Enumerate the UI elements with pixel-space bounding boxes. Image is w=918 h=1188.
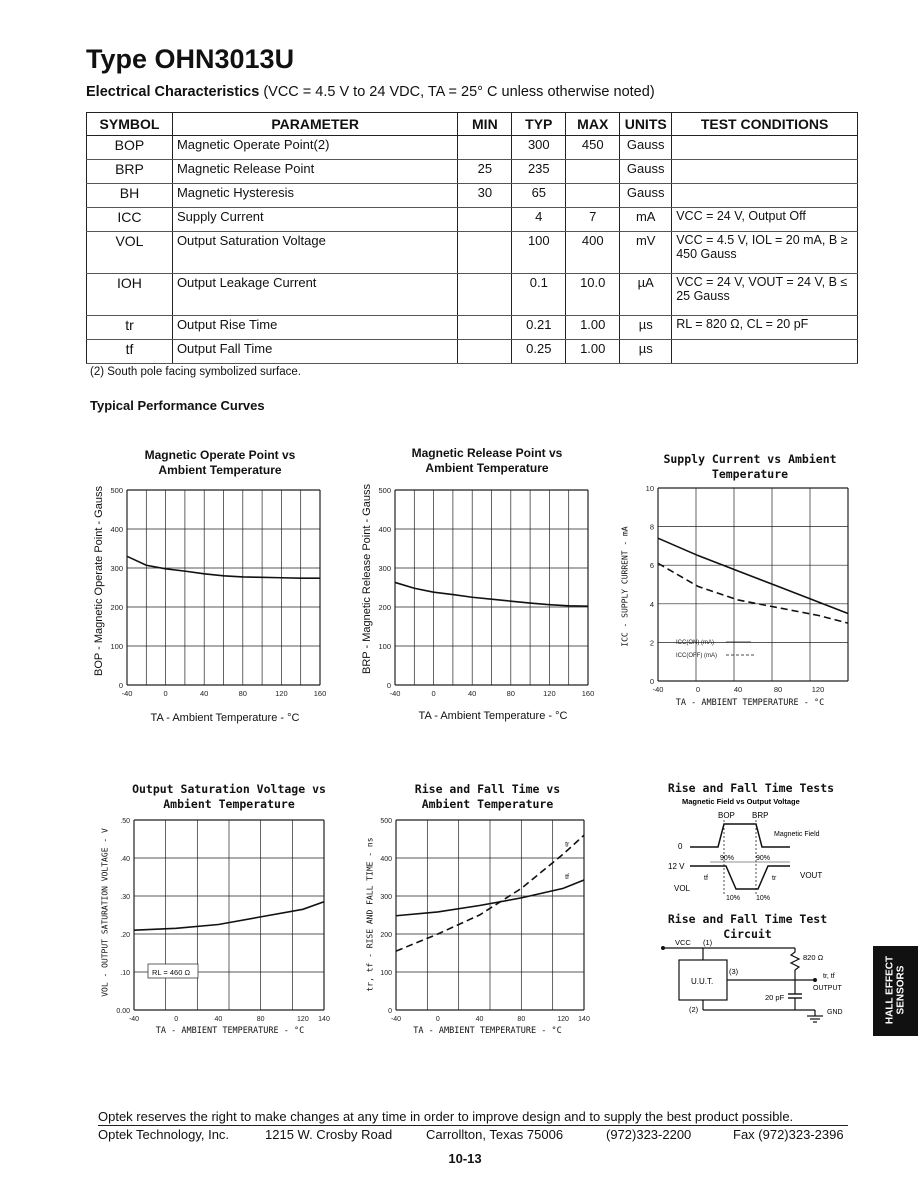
series-label-tr: tr [565, 841, 570, 849]
x-tick-label: 80 [506, 689, 515, 698]
brp-label: BRP [752, 811, 769, 820]
dut-label: U.U.T. [691, 977, 714, 986]
y-axis-label: ICC - SUPPLY CURRENT - mA [620, 526, 630, 647]
cell-max: 400 [566, 232, 620, 274]
col-header: MIN [458, 113, 512, 136]
vcc-label: VCC [675, 938, 691, 947]
cell-units: Gauss [620, 160, 672, 184]
cell-min [458, 136, 512, 160]
p90-right: 90% [756, 855, 771, 862]
cell-max: 7 [566, 208, 620, 232]
table-header-row [87, 113, 858, 136]
vout-label: VOUT [800, 871, 823, 880]
y-tick-label: 200 [380, 932, 392, 939]
chart-title: Supply Current vs Ambient Temperature [663, 452, 837, 481]
cell-symbol: tr [87, 316, 173, 340]
y-tick-label: 0 [649, 677, 654, 686]
chart-title: Rise and Fall Time vs Ambient Temperature [414, 782, 561, 811]
chart-rise-fall-time [370, 812, 595, 1027]
legend-off: ICC(OFF) (mA) [676, 653, 717, 659]
y-tick-label: 500 [110, 486, 123, 495]
trtf-label: tr, tf [823, 973, 835, 980]
col-header: UNITS [620, 113, 672, 136]
x-tick-label: 0 [695, 685, 701, 694]
x-tick-label: -40 [652, 685, 664, 694]
y-tick-label: 400 [380, 856, 392, 863]
y-tick-label: 500 [380, 818, 392, 825]
table-row [87, 208, 858, 232]
test-diagram-title: Rise and Fall Time Tests [667, 781, 835, 795]
x-axis-label: TA - AMBIENT TEMPERATURE - °C [413, 1026, 562, 1036]
col-header: MAX [566, 113, 620, 136]
pin3-label: (3) [729, 967, 739, 976]
x-tick-label: 120 [297, 1016, 309, 1023]
y-tick-label: 400 [378, 525, 391, 534]
table-row [87, 160, 858, 184]
cell-parameter: Output Saturation Voltage [172, 232, 457, 274]
resistor-label: 820 Ω [803, 953, 824, 962]
x-tick-label: 140 [578, 1016, 590, 1023]
test-circuit-title: Rise and Fall Time Test Circuit [667, 912, 828, 941]
x-tick-label: 0 [431, 689, 436, 698]
electrical-characteristics-heading [86, 84, 655, 100]
legend-on: ICC(ON) (mA) [676, 640, 714, 646]
y-tick-label: .20 [120, 932, 130, 939]
x-tick-label: 0 [163, 689, 168, 698]
cell-parameter: Supply Current [172, 208, 457, 232]
table-row [87, 184, 858, 208]
cell-units: µA [620, 274, 672, 316]
y-axis-label: BRP - Magnetic Release Point - Gauss [361, 484, 373, 674]
x-axis-label: TA - Ambient Temperature - °C [418, 710, 568, 722]
cell-units: mA [620, 208, 672, 232]
cell-symbol: BOP [87, 136, 173, 160]
footer-fax: Fax (972)323-2396 [733, 1127, 844, 1142]
chart-title: Magnetic Operate Point vs Ambient Temperature [144, 448, 296, 477]
cap-label: 20 pF [765, 993, 785, 1002]
x-tick-label: 120 [275, 689, 288, 698]
x-tick-label: 140 [318, 1016, 330, 1023]
y-tick-label: .40 [120, 856, 130, 863]
y-tick-label: 400 [110, 525, 123, 534]
x-tick-label: 40 [214, 1016, 223, 1023]
x-tick-label: 80 [256, 1016, 265, 1023]
cell-parameter: Output Fall Time [172, 340, 457, 364]
x-tick-label: 80 [773, 685, 783, 694]
cell-parameter: Magnetic Release Point [172, 160, 457, 184]
cell-units: Gauss [620, 136, 672, 160]
x-axis-label: TA - AMBIENT TEMPERATURE - °C [675, 698, 825, 708]
cell-min: 30 [458, 184, 512, 208]
cell-cond: VCC = 24 V, Output Off [672, 208, 858, 232]
cell-symbol: ICC [87, 208, 173, 232]
cell-units: µs [620, 340, 672, 364]
y-tick-label: .50 [120, 818, 130, 825]
footer-contact [98, 1127, 858, 1142]
cell-cond [672, 160, 858, 184]
zero-label: 0 [678, 842, 683, 851]
v12-label: 12 V [668, 862, 685, 871]
chart-title: Magnetic Release Point vs Ambient Temperature [411, 446, 563, 475]
cell-min [458, 316, 512, 340]
cell-typ: 0.1 [512, 274, 566, 316]
y-tick-label: 300 [378, 564, 391, 573]
cell-symbol: VOL [87, 232, 173, 274]
pin1-label: (1) [703, 938, 713, 947]
table-row [87, 232, 858, 274]
y-axis-label: VOL - OUTPUT SATURATION VOLTAGE - V [100, 828, 110, 997]
cell-typ: 65 [512, 184, 566, 208]
y-tick-label: 0.00 [116, 1008, 130, 1015]
y-tick-label: 200 [378, 603, 391, 612]
y-tick-label: 300 [380, 894, 392, 901]
x-tick-label: -40 [389, 689, 401, 698]
table-row [87, 136, 858, 160]
y-tick-label: 2 [649, 638, 654, 648]
cell-min [458, 340, 512, 364]
page-title: Type OHN3013U [86, 44, 295, 74]
cell-cond: RL = 820 Ω, CL = 20 pF [672, 316, 858, 340]
chart-release-point [368, 482, 603, 702]
cell-min [458, 274, 512, 316]
footer-phone: (972)323-2200 [606, 1127, 692, 1142]
side-tab [873, 946, 918, 1036]
cell-cond [672, 340, 858, 364]
side-tab-label: HALL EFFECT SENSORS [884, 955, 907, 1025]
y-tick-label: 500 [378, 486, 391, 495]
pin2-label: (2) [689, 1005, 699, 1014]
cell-min [458, 232, 512, 274]
cell-parameter: Magnetic Hysteresis [172, 184, 457, 208]
y-tick-label: 8 [649, 522, 654, 532]
table-row [87, 340, 858, 364]
timing-subtitle: Magnetic Field vs Output Voltage [682, 797, 800, 806]
cell-max [566, 184, 620, 208]
cell-units: µs [620, 316, 672, 340]
y-tick-label: 300 [110, 564, 123, 573]
col-header: TEST CONDITIONS [672, 113, 858, 136]
x-tick-label: 40 [733, 685, 743, 694]
cell-cond [672, 136, 858, 160]
y-tick-label: 100 [380, 970, 392, 977]
cell-typ: 4 [512, 208, 566, 232]
x-tick-label: 80 [517, 1016, 526, 1023]
y-axis-label: BOP - Magnetic Operate Point - Gauss [93, 486, 105, 676]
y-tick-label: .10 [120, 970, 130, 977]
cell-min [458, 208, 512, 232]
chart-title: Output Saturation Voltage vs Ambient Temperature [132, 782, 326, 811]
test-circuit [655, 934, 850, 1029]
x-tick-label: 40 [468, 689, 477, 698]
col-header: PARAMETER [172, 113, 457, 136]
x-tick-label: 120 [557, 1016, 569, 1023]
gnd-label: GND [827, 1009, 843, 1016]
x-tick-label: 80 [238, 689, 247, 698]
y-tick-label: 4 [649, 599, 654, 609]
p10-right: 10% [756, 895, 771, 902]
subtitle-conditions: (VCC = 4.5 V to 24 VDC, TA = 25° C unless otherwise noted) [263, 84, 655, 100]
cell-typ: 100 [512, 232, 566, 274]
cell-typ: 300 [512, 136, 566, 160]
y-tick-label: 0 [386, 681, 391, 690]
y-tick-label: 0 [118, 681, 123, 690]
cell-units: Gauss [620, 184, 672, 208]
cell-units: mV [620, 232, 672, 274]
tf-label: tf [704, 875, 708, 882]
cell-symbol: IOH [87, 274, 173, 316]
y-tick-label: 100 [110, 642, 123, 651]
series-line [658, 563, 848, 623]
cell-symbol: tf [87, 340, 173, 364]
bop-label: BOP [718, 811, 735, 820]
cell-symbol: BRP [87, 160, 173, 184]
y-tick-label: .30 [120, 894, 130, 901]
x-tick-label: 0 [435, 1016, 440, 1023]
cell-max: 450 [566, 136, 620, 160]
x-tick-label: -40 [121, 689, 133, 698]
annotation-text: RL = 460 Ω [152, 968, 191, 977]
series-label-tf: tf [565, 873, 570, 881]
y-axis-label: tr, tf - RISE AND FALL TIME - ns [365, 837, 375, 992]
footer-address: 1215 W. Crosby Road [265, 1127, 393, 1142]
table-row [87, 274, 858, 316]
subtitle-bold: Electrical Characteristics [86, 84, 260, 100]
chart-saturation-voltage [110, 812, 335, 1027]
chart-operate-point [100, 482, 335, 702]
cell-max: 1.00 [566, 316, 620, 340]
x-tick-label: 40 [200, 689, 209, 698]
output-label: OUTPUT [813, 985, 842, 992]
y-tick-label: 200 [110, 603, 123, 612]
cell-parameter: Magnetic Operate Point(2) [172, 136, 457, 160]
chart-supply-current [636, 482, 861, 697]
page-number: 10-13 [448, 1151, 482, 1166]
col-header: SYMBOL [87, 113, 173, 136]
tr-label: tr [772, 875, 777, 882]
cell-typ: 0.25 [512, 340, 566, 364]
col-header: TYP [512, 113, 566, 136]
x-tick-label: 120 [543, 689, 556, 698]
x-tick-label: -40 [390, 1016, 402, 1023]
p90-left: 90% [720, 855, 735, 862]
footer-city: Carrollton, Texas 75006 [426, 1127, 564, 1142]
field-label: Magnetic Field [774, 831, 820, 838]
section-title: Typical Performance Curves [90, 398, 265, 413]
cell-max: 10.0 [566, 274, 620, 316]
cell-cond: VCC = 4.5 V, IOL = 20 mA, B ≥ 450 Gauss [672, 232, 858, 274]
cell-parameter: Output Leakage Current [172, 274, 457, 316]
cell-cond [672, 184, 858, 208]
cell-cond: VCC = 24 V, VOUT = 24 V, B ≤ 25 Gauss [672, 274, 858, 316]
table-row [87, 316, 858, 340]
cell-symbol: BH [87, 184, 173, 208]
footnote: (2) South pole facing symbolized surface. [90, 366, 301, 378]
footer-notice: Optek reserves the right to make changes at any time in order to improve design and to supply the best product possible. [98, 1109, 848, 1126]
x-tick-label: 0 [174, 1016, 179, 1023]
cell-typ: 0.21 [512, 316, 566, 340]
vol-label: VOL [674, 884, 691, 893]
footer-company: Optek Technology, Inc. [98, 1127, 230, 1142]
cell-max [566, 160, 620, 184]
cell-parameter: Output Rise Time [172, 316, 457, 340]
y-tick-label: 0 [388, 1008, 392, 1015]
electrical-characteristics-table [86, 112, 858, 364]
x-axis-label: TA - Ambient Temperature - °C [150, 712, 300, 724]
timing-diagram [660, 794, 850, 904]
p10-left: 10% [726, 895, 741, 902]
y-tick-label: 100 [378, 642, 391, 651]
cell-max: 1.00 [566, 340, 620, 364]
x-tick-label: -40 [128, 1016, 140, 1023]
cell-typ: 235 [512, 160, 566, 184]
x-tick-label: 160 [313, 689, 327, 698]
y-tick-label: 6 [649, 561, 654, 571]
x-tick-label: 160 [581, 689, 595, 698]
x-axis-label: TA - AMBIENT TEMPERATURE - °C [155, 1026, 305, 1036]
x-tick-label: 40 [475, 1016, 484, 1023]
cell-min: 25 [458, 160, 512, 184]
x-tick-label: 120 [811, 685, 825, 694]
y-tick-label: 10 [645, 484, 654, 493]
